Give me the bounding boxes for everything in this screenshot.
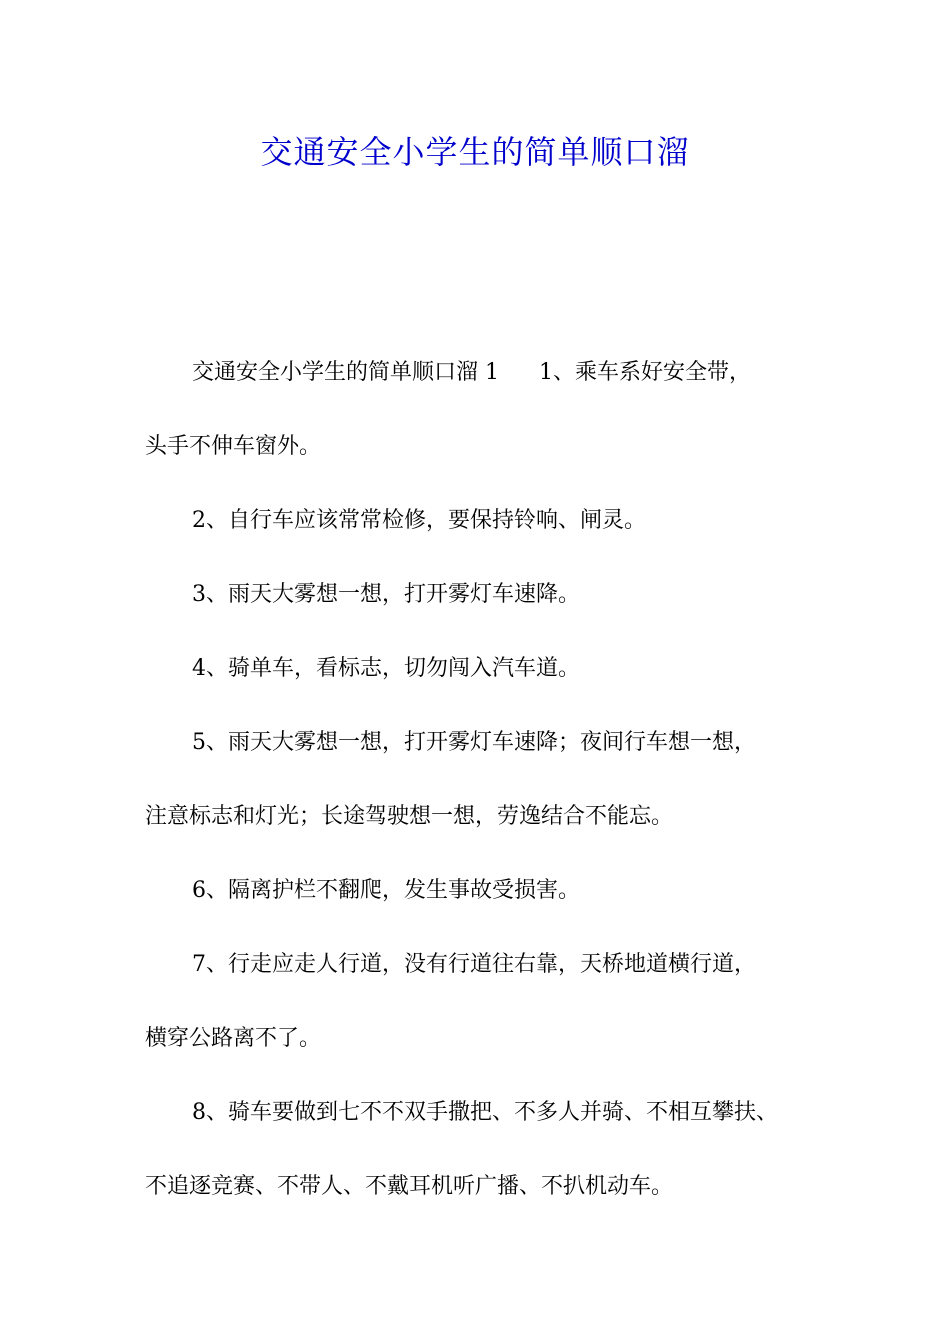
paragraph-line-12: 不追逐竞赛、不带人、不戴耳机听广播、不扒机动车。 [145,1174,674,1199]
document-body [145,336,835,1224]
paragraph-line-2: 头手不伸车窗外。 [145,434,322,459]
paragraph-line-3: 2、自行车应该常常检修，要保持铃响、闸灵。 [192,508,646,533]
paragraph-line-5: 4、骑单车，看标志，切勿闯入汽车道。 [192,656,580,681]
paragraph-line-9: 7、行走应走人行道，没有行道往右靠，天桥地道横行道， [192,952,756,977]
item-1-text: 1、乘车系好安全带， [539,360,751,385]
paragraph-line-10: 横穿公路离不了。 [145,1026,322,1051]
paragraph-line-6: 5、雨天大雾想一想，打开雾灯车速降；夜间行车想一想， [192,730,756,755]
paragraph-line-1 [145,336,835,410]
subtitle-text: 交通安全小学生的简单顺口溜 1 [192,360,499,385]
paragraph-line-11: 8、骑车要做到七不不双手撒把、不多人并骑、不相互攀扶、 [192,1100,778,1125]
paragraph-line-8: 6、隔离护栏不翻爬，发生事故受损害。 [192,878,580,903]
paragraph-line-7: 注意标志和灯光；长途驾驶想一想，劳逸结合不能忘。 [145,804,674,829]
document-title: 交通安全小学生的简单顺口溜 [260,133,690,171]
paragraph-line-4: 3、雨天大雾想一想，打开雾灯车速降。 [192,582,580,607]
